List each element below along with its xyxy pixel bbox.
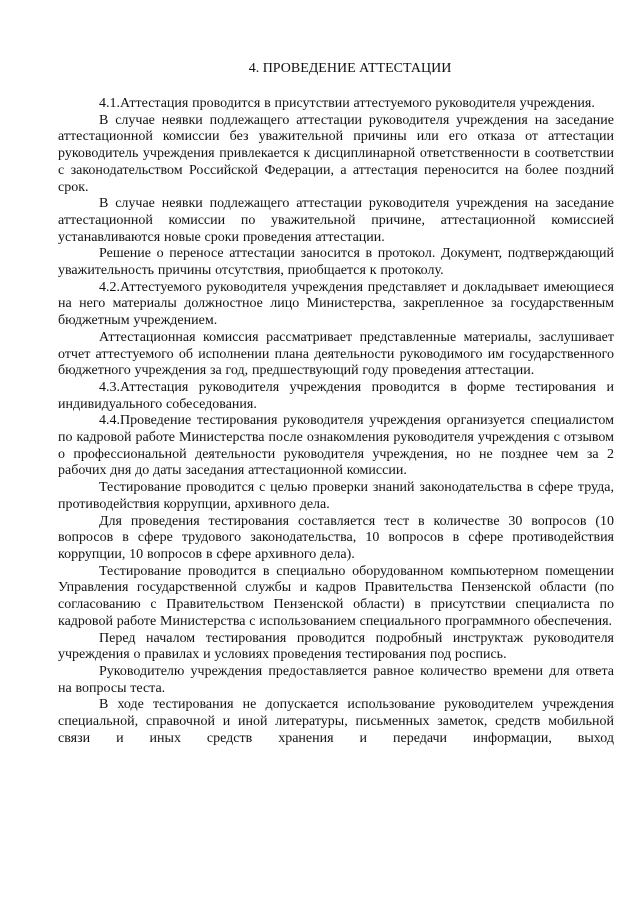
paragraph: Для проведения тестирования составляется тест в количестве 30 вопросов (10 вопросов в сфере трудового законодательства, 10 вопросов в сфере противодействия коррупции, 10 вопросов в сфере архивного дела). [58, 513, 614, 562]
paragraph: Тестирование проводится с целью проверки знаний законодательства в сфере труда, противодействия коррупции, архивного дела. [58, 480, 614, 512]
paragraph: В случае неявки подлежащего аттестации руководителя учреждения на заседание аттестационной комиссии по уважительной причине, аттестационной комиссией устанавливаются новые сроки проведения аттестации. [58, 196, 614, 245]
paragraph: 4.4.Проведение тестирования руководителя учреждения организуется специалистом по кадровой работе Министерства после ознакомления руководителя учреждения с отзывом о профессиональной деятельности руководителя учреждения, но не позднее чем за 2 рабочих дня до даты заседания аттестационной комиссии. [58, 413, 614, 479]
paragraph: В ходе тестирования не допускается использование руководителем учреждения специальной, справочной и иной литературы, письменных заметок, средств мобильной связи и иных средств хранения и передачи информации, выход [58, 697, 614, 746]
section-body [58, 96, 614, 747]
paragraph: 4.1.Аттестация проводится в присутствии аттестуемого руководителя учреждения. [99, 96, 595, 111]
paragraph: 4.2.Аттестуемого руководителя учреждения представляет и докладывает имеющиеся на него материалы должностное лицо Министерства, закрепленное за государственным бюджетным учреждением. [58, 279, 614, 329]
paragraph: 4.3.Аттестация руководителя учреждения проводится в форме тестирования и индивидуального собеседования. [58, 379, 614, 412]
section-heading: 4. ПРОВЕДЕНИЕ АТТЕСТАЦИИ [248, 61, 452, 76]
paragraph: Решение о переносе аттестации заносится в протокол. Документ, подтверждающий уважительность причины отсутствия, приобщается к протоколу. [58, 246, 614, 279]
paragraph: Перед началом тестирования проводится подробный инструктаж руководителя учреждения о правилах и условиях проведения тестирования под роспись. [58, 630, 614, 663]
paragraph: Тестирование проводится в специально оборудованном компьютерном помещении Управления государственной службы и кадров Правительства Пензенской области (по согласованию с Правительством Пензенской области) в присутствии специалиста по кадровой работе Министерства с использованием специального программного обеспечения. [58, 563, 614, 629]
paragraph: Руководителю учреждения предоставляется равное количество времени для ответа на вопросы теста. [58, 663, 614, 696]
paragraph: Аттестационная комиссия рассматривает представленные материалы, заслушивает отчет аттестуемого об исполнении плана деятельности руководимого им государственного бюджетного учреждения за год, предшествующий году проведения аттестации. [58, 329, 614, 379]
paragraph: В случае неявки подлежащего аттестации руководителя учреждения на заседание аттестационной комиссии без уважительной причины или его отказа от аттестации руководитель учреждения привлекается к дисциплинарной ответственности в соответствии с законодательством Российской Федерации, а аттестация переносится на более поздний срок. [58, 112, 614, 195]
